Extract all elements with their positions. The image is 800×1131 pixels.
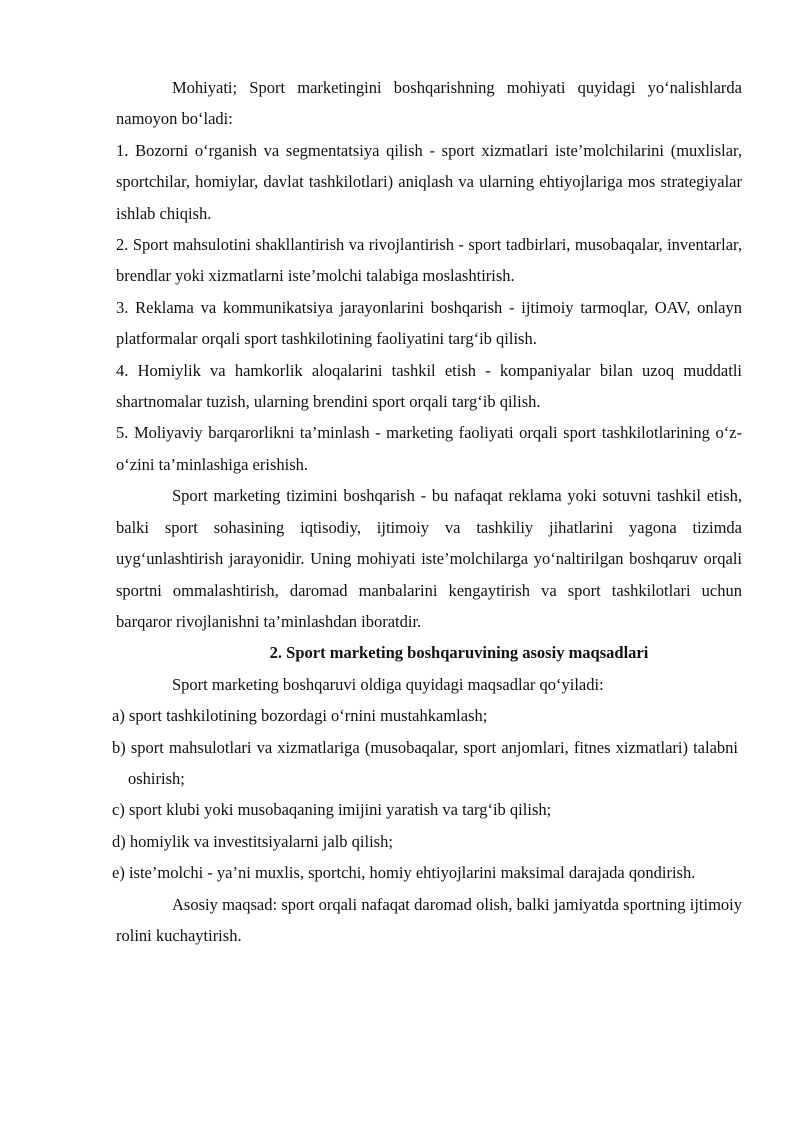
goal-marker: d) [112, 831, 126, 851]
goal-item-e [112, 857, 738, 888]
item-marker: 1. [116, 140, 129, 160]
numbered-list [116, 135, 742, 480]
summary-paragraph: Sport marketing tizimini boshqarish - bu nafaqat reklama yoki sotuvni tashkil etish, balki sport sohasining iqtisodiy, ijtimoiy va tashkiliy jihatlarini yagona tizimda uyg‘unlashtirish jarayonidir. Uning mohiyati iste’molchilarga yo‘naltirilgan boshqaruv orqali sportni ommalashtirish, daromad manbalarini kengaytirish va sport tashkilotlari uchun barqaror rivojlanishni ta’minlashdan iboratdir. [116, 486, 742, 631]
goal-text: homiylik va investitsiyalarni jalb qilish; [129, 831, 393, 851]
goal-text: iste’molchi - ya’ni muxlis, sportchi, homiy ehtiyojlarini maksimal darajada qondirish. [128, 863, 696, 883]
item-text: Homiylik va hamkorlik aloqalarini tashkil etish - kompaniyalar bilan uzoq muddatli shartnomalar tuzish, ularning brendini sport orqali targ‘ib qilish. [116, 360, 742, 412]
numbered-item-4 [116, 355, 742, 418]
goal-marker: b) [112, 737, 126, 757]
main-goal-paragraph: Asosiy maqsad: sport orqali nafaqat daromad olish, balki jamiyatda sportning ijtimoiy rolini kuchaytirish. [116, 894, 742, 945]
goal-item-d [112, 826, 738, 857]
goal-marker: a) [112, 706, 125, 726]
item-marker: 4. [116, 360, 129, 380]
goal-item-a [112, 700, 738, 731]
goal-text: sport mahsulotlari va xizmatlariga (musobaqalar, sport anjomlari, fitnes xizmatlari) talabni oshirish; [128, 737, 739, 788]
numbered-item-2 [116, 229, 742, 292]
item-marker: 5. [116, 423, 129, 443]
item-marker: 2. [116, 235, 129, 255]
goal-item-b [112, 732, 738, 795]
goal-text: sport tashkilotining bozordagi o‘rnini mustahkamlash; [128, 706, 488, 726]
goal-marker: e) [112, 863, 125, 883]
item-text: Reklama va kommunikatsiya jarayonlarini boshqarish - ijtimoiy tarmoqlar, OAV, onlayn platformalar orqali sport tashkilotining faoliyatini targ‘ib qilish. [116, 297, 742, 349]
numbered-item-3 [116, 292, 742, 355]
goal-text: sport klubi yoki musobaqaning imijini yaratish va targ‘ib qilish; [128, 800, 552, 820]
goals-list [112, 700, 742, 888]
item-text: Moliyaviy barqarorlikni ta’minlash - marketing faoliyati orqali sport tashkilotlarining o‘z-o‘zini ta’minlashiga erishish. [116, 423, 743, 474]
document-page [112, 72, 743, 951]
intro-paragraph: Mohiyati; Sport marketingini boshqarishning mohiyati quyidagi yo‘nalishlarda namoyon bo‘ladi: [116, 78, 742, 129]
numbered-item-5 [116, 417, 742, 480]
section-heading: 2. Sport marketing boshqaruvining asosiy maqsadlari [269, 643, 649, 663]
numbered-item-1 [116, 135, 742, 229]
goal-marker: c) [112, 800, 125, 820]
item-text: Sport mahsulotini shakllantirish va rivojlantirish - sport tadbirlari, musobaqalar, inventarlar, brendlar yoki xizmatlarni iste’molchi talabiga moslashtirish. [116, 235, 742, 286]
item-marker: 3. [116, 297, 129, 317]
item-text: Bozorni o‘rganish va segmentatsiya qilish - sport xizmatlari iste’molchilarini (muxlislar, sportchilar, homiylar, davlat tashkilotlari) aniqlash va ularning ehtiyojlariga mos strategiyalar ishlab chiqish. [116, 140, 742, 223]
goal-item-c [112, 794, 738, 825]
goals-intro-paragraph: Sport marketing boshqaruvi oldiga quyidagi maqsadlar qo‘yiladi: [172, 674, 604, 694]
